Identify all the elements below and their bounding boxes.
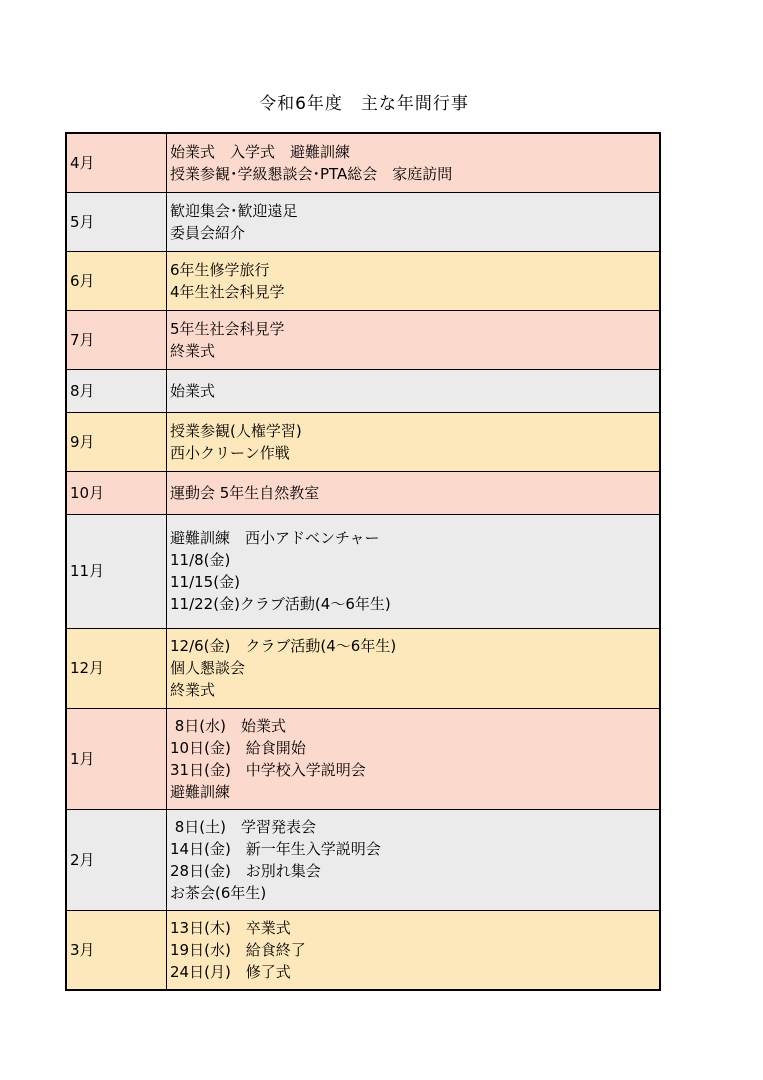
month-cell: 10月 bbox=[66, 471, 167, 514]
month-cell: 12月 bbox=[66, 628, 167, 708]
event-line: 4年生社会科見学 bbox=[170, 282, 285, 301]
event-line: 始業式 bbox=[170, 381, 216, 400]
table-row bbox=[66, 192, 660, 251]
event-line: 10日(金) 給食開始 bbox=[170, 738, 306, 757]
table-row bbox=[66, 809, 660, 910]
event-line: 31日(金) 中学校入学説明会 bbox=[170, 760, 366, 779]
month-cell: 5月 bbox=[66, 192, 167, 251]
event-line: 11/15(金) bbox=[170, 573, 240, 591]
table-row bbox=[66, 251, 660, 310]
events-cell bbox=[167, 412, 661, 471]
table-row bbox=[66, 708, 660, 809]
event-line: 5年生社会科見学 bbox=[170, 319, 285, 338]
month-cell: 3月 bbox=[66, 910, 167, 990]
event-line: 24日(月) 修了式 bbox=[170, 962, 291, 981]
event-line: 14日(金) 新一年生入学説明会 bbox=[170, 839, 381, 858]
event-line: 8日(土) 学習発表会 bbox=[170, 817, 317, 836]
events-cell bbox=[167, 251, 661, 310]
events-cell bbox=[167, 192, 661, 251]
events-cell bbox=[167, 310, 661, 369]
annual-events-table bbox=[65, 132, 661, 991]
table-row bbox=[66, 133, 660, 192]
month-cell: 9月 bbox=[66, 412, 167, 471]
events-cell bbox=[167, 910, 661, 990]
event-line: お茶会(6年生) bbox=[170, 883, 267, 902]
event-line: 12/6(金) クラブ活動(4～6年生) bbox=[170, 637, 397, 655]
event-line: 歓迎集会･歓迎遠足 bbox=[170, 201, 298, 220]
event-line: 11/22(金)クラブ活動(4～6年生) bbox=[170, 595, 391, 613]
event-line: 委員会紹介 bbox=[170, 223, 246, 242]
table-body bbox=[66, 133, 660, 990]
events-cell bbox=[167, 708, 661, 809]
events-cell bbox=[167, 628, 661, 708]
month-cell: 7月 bbox=[66, 310, 167, 369]
event-line: 個人懇談会 bbox=[170, 659, 246, 677]
events-cell bbox=[167, 471, 661, 514]
month-cell: 1月 bbox=[66, 708, 167, 809]
event-line: 6年生修学旅行 bbox=[170, 260, 270, 279]
month-cell: 4月 bbox=[66, 133, 167, 192]
table-row bbox=[66, 628, 660, 708]
month-cell: 2月 bbox=[66, 809, 167, 910]
table-row bbox=[66, 369, 660, 412]
event-line: 始業式 入学式 避難訓練 bbox=[170, 142, 351, 161]
events-cell bbox=[167, 514, 661, 628]
table-row bbox=[66, 471, 660, 514]
event-line: 8日(水) 始業式 bbox=[170, 716, 287, 735]
event-line: 避難訓練 bbox=[170, 782, 231, 801]
table-row bbox=[66, 910, 660, 990]
event-line: 11/8(金) bbox=[170, 551, 231, 569]
events-cell bbox=[167, 133, 661, 192]
events-cell bbox=[167, 369, 661, 412]
event-line: 運動会 5年生自然教室 bbox=[170, 483, 320, 502]
table-row bbox=[66, 412, 660, 471]
event-line: 13日(木) 卒業式 bbox=[170, 918, 291, 937]
event-line: 終業式 bbox=[170, 341, 216, 360]
event-line: 授業参観(人権学習) bbox=[170, 421, 302, 440]
event-line: 避難訓練 西小アドベンチャー bbox=[170, 529, 380, 547]
event-line: 授業参観･学級懇談会･PTA総会 家庭訪問 bbox=[170, 164, 453, 183]
event-line: 19日(水) 給食終了 bbox=[170, 940, 306, 959]
event-line: 28日(金) お別れ集会 bbox=[170, 861, 321, 880]
month-cell: 6月 bbox=[66, 251, 167, 310]
page-title: 令和6年度 主な年間行事 bbox=[259, 94, 469, 114]
month-cell: 8月 bbox=[66, 369, 167, 412]
month-cell: 11月 bbox=[66, 514, 167, 628]
table-row bbox=[66, 514, 660, 628]
event-line: 西小クリーン作戦 bbox=[170, 443, 290, 462]
events-cell bbox=[167, 809, 661, 910]
table-row bbox=[66, 310, 660, 369]
event-line: 終業式 bbox=[170, 681, 216, 699]
